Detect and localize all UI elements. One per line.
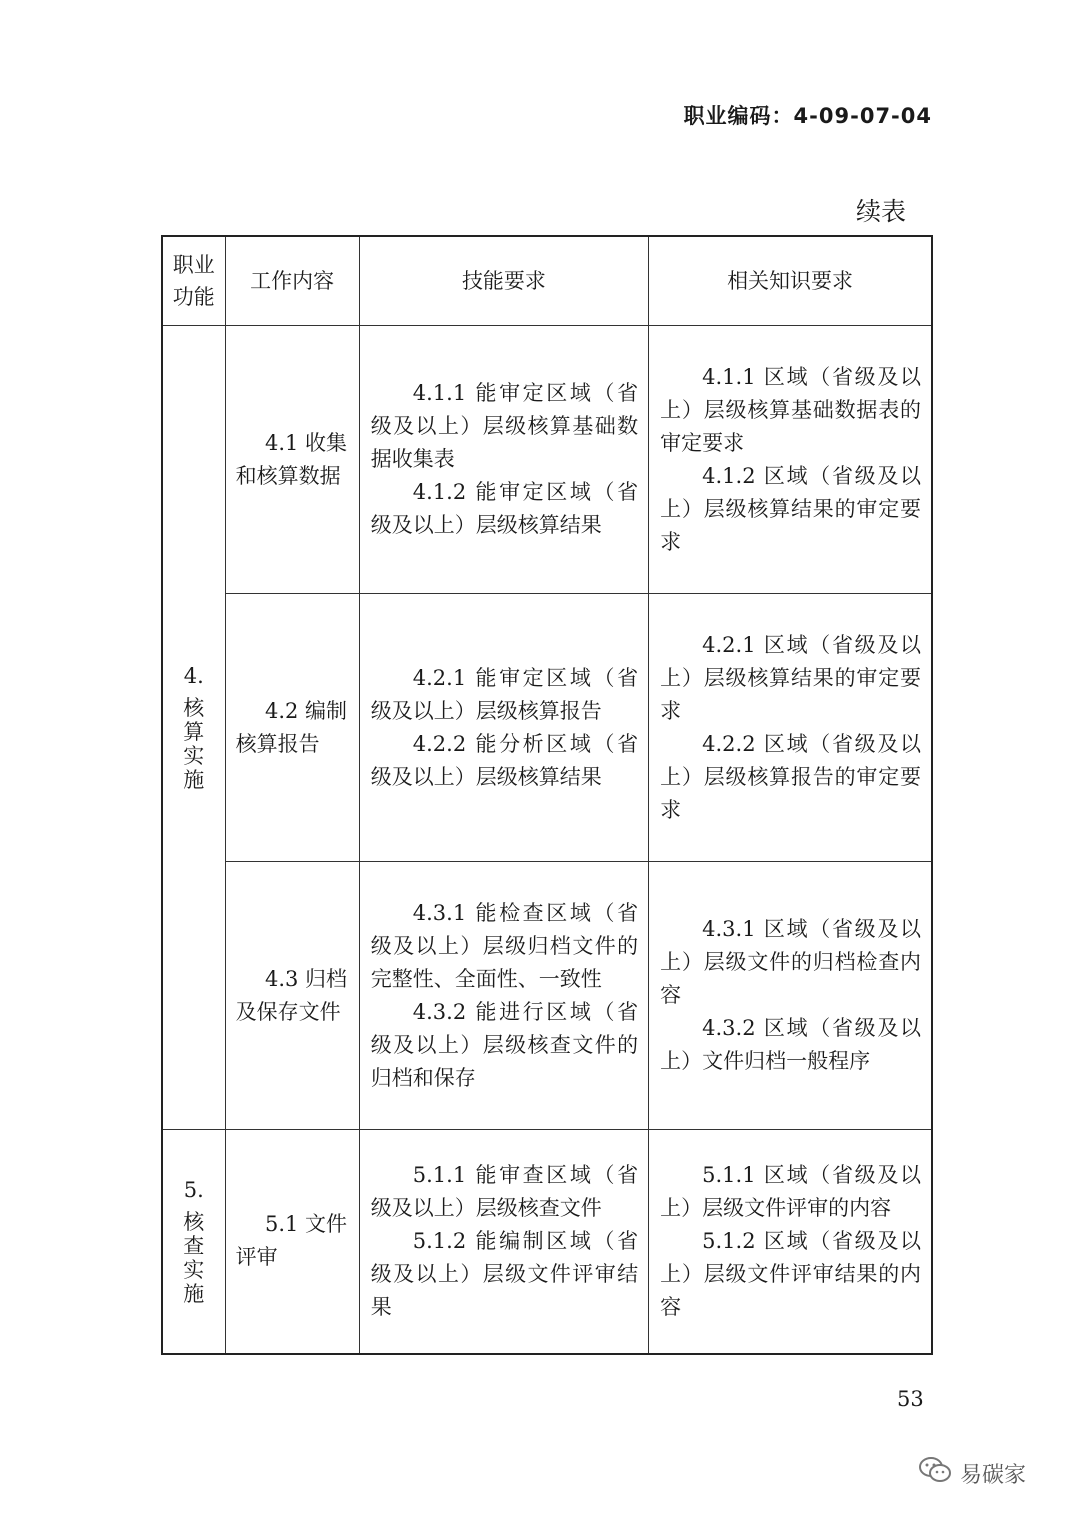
continued-label: 续表	[855, 197, 906, 226]
page-number: 53	[897, 1387, 924, 1411]
table-row	[162, 1130, 932, 1354]
knowledge-item: 5.1.1 区域（省级及以上）层级文件评审的内容	[660, 1162, 921, 1220]
knowledge-cell	[649, 862, 932, 1130]
watermark-text: 易碳家	[960, 1462, 1027, 1488]
header-function-label: 职业 功能	[172, 253, 215, 309]
knowledge-item: 4.1.1 区域（省级及以上）层级核算基础数据表的审定要求	[660, 364, 921, 455]
knowledge-cell	[649, 326, 932, 594]
work-content: 4.2 编制核算报告	[235, 698, 348, 756]
function-number: 5.	[183, 1177, 204, 1202]
work-content-cell	[225, 1130, 359, 1354]
wechat-icon	[918, 1456, 952, 1490]
skill-item: 4.1.2 能审定区域（省级及以上）层级核算结果	[370, 480, 639, 537]
knowledge-item: 4.3.1 区域（省级及以上）层级文件的归档检查内容	[660, 917, 921, 1007]
knowledge-item: 4.1.2 区域（省级及以上）层级核算结果的审定要求	[660, 463, 921, 554]
function-char: 实	[183, 744, 205, 768]
knowledge-item: 4.2.2 区域（省级及以上）层级核算报告的审定要求	[660, 731, 921, 822]
function-char: 查	[183, 1233, 205, 1258]
function-char: 核	[183, 696, 205, 720]
header-skills: 技能要求	[359, 236, 648, 326]
header-knowledge: 相关知识要求	[649, 236, 932, 326]
header-work-content: 工作内容	[225, 236, 359, 326]
knowledge-item: 4.3.2 区域（省级及以上）文件归档一般程序	[660, 1016, 921, 1073]
function-number: 4.	[183, 664, 204, 688]
table-row	[162, 594, 932, 862]
skills-table	[161, 235, 933, 1355]
skill-item: 4.2.2 能分析区域（省级及以上）层级核算结果	[370, 731, 639, 789]
function-char: 实	[183, 1257, 205, 1282]
skills-cell	[359, 862, 648, 1130]
skills-cell	[359, 326, 648, 594]
table-row	[162, 862, 932, 1130]
knowledge-item: 4.2.1 区域（省级及以上）层级核算结果的审定要求	[660, 632, 921, 723]
work-content: 4.1 收集和核算数据	[235, 430, 348, 488]
skill-item: 4.2.1 能审定区域（省级及以上）层级核算报告	[370, 665, 639, 723]
skill-item: 5.1.1 能审查区域（省级及以上）层级核查文件	[370, 1162, 639, 1220]
function-cell	[162, 326, 225, 1130]
work-content: 4.3 归档及保存文件	[235, 966, 348, 1024]
work-content-cell	[225, 594, 359, 862]
table-header-row	[162, 236, 932, 326]
function-cell	[162, 1130, 225, 1354]
header-function	[162, 236, 225, 326]
work-content: 5.1 文件评审	[235, 1212, 348, 1270]
skills-cell	[359, 1130, 648, 1354]
skill-item: 4.1.1 能审定区域（省级及以上）层级核算基础数据收集表	[370, 381, 639, 471]
function-char: 施	[183, 768, 205, 792]
watermark	[918, 1456, 1026, 1490]
work-content-cell	[225, 326, 359, 594]
skill-item: 5.1.2 能编制区域（省级及以上）层级文件评审结果	[370, 1228, 639, 1319]
table-row	[162, 326, 932, 594]
skills-cell	[359, 594, 648, 862]
knowledge-cell	[649, 1130, 932, 1354]
skill-item: 4.3.1 能检查区域（省级及以上）层级归档文件的完整性、全面性、一致性	[370, 900, 639, 991]
work-content-cell	[225, 862, 359, 1130]
function-char: 施	[183, 1281, 205, 1306]
knowledge-cell	[649, 594, 932, 862]
skill-item: 4.3.2 能进行区域（省级及以上）层级核查文件的归档和保存	[370, 999, 639, 1090]
occupation-code: 职业编码：4-09-07-04	[683, 104, 932, 128]
knowledge-item: 5.1.2 区域（省级及以上）层级文件评审结果的内容	[660, 1228, 921, 1319]
function-char: 核	[183, 1209, 205, 1234]
function-char: 算	[183, 720, 205, 744]
